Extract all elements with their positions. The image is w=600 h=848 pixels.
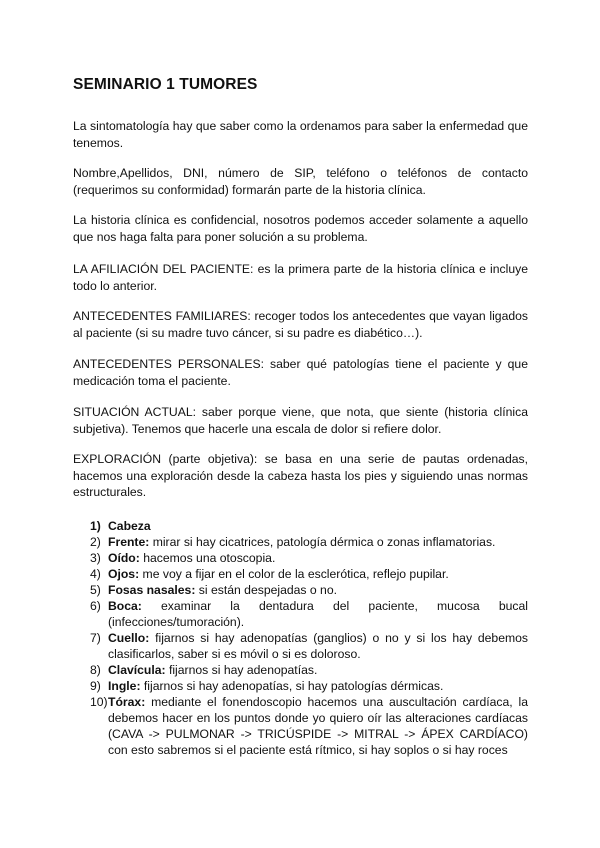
list-item-text: examinar la dentadura del paciente, mucosa bucal (infecciones/tumoración). — [108, 599, 528, 629]
list-item-term: Ojos: — [108, 567, 140, 581]
list-item-term: Boca: — [108, 599, 142, 613]
list-item — [73, 598, 528, 630]
list-item — [73, 518, 528, 534]
list-item-number: 9) — [90, 679, 101, 693]
paragraph-exploration: EXPLORACIÓN (parte objetiva): se basa en una serie de pautas ordenadas, hacemos una exploración desde la cabeza hasta los pies y siguiendo unas normas estructurales. — [73, 452, 528, 499]
document-title: SEMINARIO 1 TUMORES — [73, 76, 258, 93]
list-item — [73, 630, 528, 662]
paragraph-intro: La sintomatología hay que saber como la ordenamos para saber la enfermedad que tenemos. — [73, 119, 528, 150]
list-item — [73, 662, 528, 678]
list-item-term: Oído: — [108, 551, 140, 565]
list-item-term: Tórax: — [108, 695, 146, 709]
list-item — [73, 534, 528, 550]
list-item-number: 10) — [90, 695, 108, 709]
list-item-number: 5) — [90, 583, 101, 597]
list-item-term: Cabeza — [108, 519, 151, 533]
paragraph-current-situation: SITUACIÓN ACTUAL: saber porque viene, que nota, que siente (historia clínica subjetiva). Tenemos que hacerle una escala de dolor si refiere dolor. — [73, 405, 528, 436]
list-item-number: 4) — [90, 567, 101, 581]
paragraph-confidentiality: La historia clínica es confidencial, nosotros podemos acceder solamente a aquello que nos haga falta para poner solución a su problema. — [73, 213, 528, 244]
list-item-term: Cuello: — [108, 631, 150, 645]
list-item-text: fijarnos si hay adenopatías. — [165, 663, 318, 677]
list-item-text: si están despejadas o no. — [195, 583, 337, 597]
list-item — [73, 566, 528, 582]
list-item-text: me voy a fijar en el color de la esclerótica, reflejo pupilar. — [139, 567, 449, 581]
paragraph-personal-data: Nombre,Apellidos, DNI, número de SIP, teléfono o teléfonos de contacto (requerimos su conformidad) formarán parte de la historia clínica. — [73, 166, 528, 197]
exploration-list — [73, 518, 528, 758]
list-item-term: Fosas nasales: — [108, 583, 196, 597]
list-item-term: Frente: — [108, 535, 150, 549]
list-item-number: 7) — [90, 631, 101, 645]
list-item — [73, 582, 528, 598]
list-item-number: 1) — [90, 519, 101, 533]
list-item — [73, 550, 528, 566]
paragraph-personal-history: ANTECEDENTES PERSONALES: saber qué patologías tiene el paciente y que medicación toma el paciente. — [73, 357, 528, 388]
list-item — [73, 694, 528, 758]
list-item-text: hacemos una otoscopia. — [139, 551, 276, 565]
list-item-number: 3) — [90, 551, 101, 565]
list-item-term: Ingle: — [108, 679, 141, 693]
list-item-number: 8) — [90, 663, 101, 677]
list-item-number: 6) — [90, 599, 101, 613]
paragraph-affiliation: LA AFILIACIÓN DEL PACIENTE: es la primera parte de la historia clínica e incluye todo lo anterior. — [73, 262, 528, 293]
list-item-text: fijarnos si hay adenopatías, si hay patologías dérmicas. — [140, 679, 444, 693]
list-item-term: Clavícula: — [108, 663, 166, 677]
list-item-text: mediante el fonendoscopio hacemos una auscultación cardíaca, la debemos hacer en los puntos donde yo quiero oír las alteraciones cardíacas (CAVA -> PULMONAR -> TRICÚSPIDE -> MITRAL -> ÁPEX CARDÍACO) con esto sabremos si el paciente está rítmico, si hay soplos o si hay roces — [108, 695, 528, 757]
list-item-text: mirar si hay cicatrices, patología dérmica o zonas inflamatorias. — [149, 535, 496, 549]
paragraph-family-history: ANTECEDENTES FAMILIARES: recoger todos los antecedentes que vayan ligados al paciente (si su madre tuvo cáncer, si su padre es diabético…). — [73, 309, 528, 340]
list-item-number: 2) — [90, 535, 101, 549]
list-item — [73, 678, 528, 694]
list-item-text: fijarnos si hay adenopatías (ganglios) o no y si los hay debemos clasificarlos, saber si es móvil o si es doloroso. — [108, 631, 528, 661]
